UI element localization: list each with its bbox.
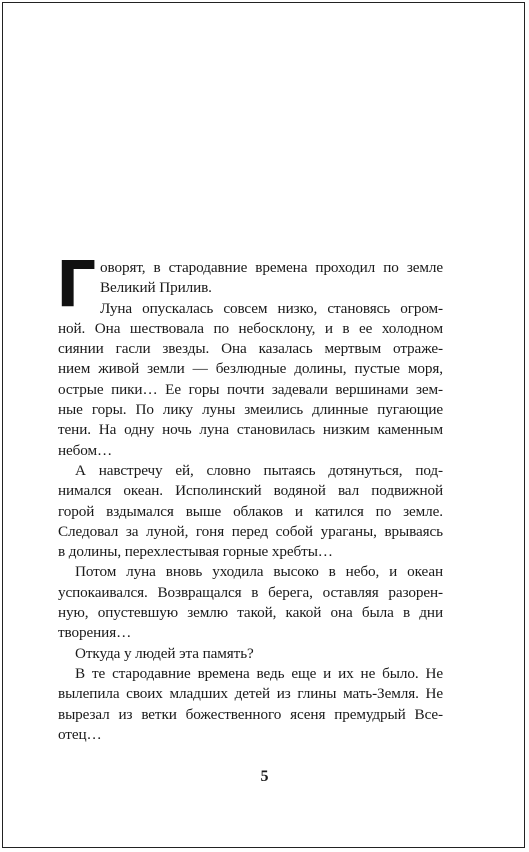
drop-cap: Г: [56, 248, 97, 321]
text-line: Великий Прилив.: [100, 279, 212, 297]
text-line: острые пики… Ее горы почти задевали вершинами зем-: [58, 380, 443, 398]
page-number: 5: [260, 768, 269, 785]
text-line: ные горы. По лику луны змеились длинные пугающие: [58, 401, 443, 419]
text-line: творения…: [58, 624, 132, 642]
text-line: вылепила своих младших детей из глины мать-Земля. Не: [58, 685, 443, 703]
body-text: [56, 248, 443, 745]
text-line: Луна опускалась совсем низко, становясь огром-: [100, 299, 443, 317]
text-line: в долины, перехлестывая горные хребты…: [58, 543, 333, 561]
text-line: В те стародавние времена ведь еще и их не было. Не: [75, 664, 443, 682]
text-line: нием живой земли — безлюдные долины, пустые моря,: [58, 360, 443, 378]
text-line: горой вздымался выше облаков и катился по земле.: [58, 502, 443, 520]
text-line: Следовал за луной, гоня перед собой ураганы, врываясь: [58, 522, 443, 540]
text-line: ной. Она шествовала по небосклону, и в ее холодном: [58, 319, 443, 337]
text-line: успокаивался. Возвращался в берега, оставляя разорен-: [58, 583, 443, 601]
text-line: отец…: [58, 725, 102, 743]
text-line: сиянии гасли звезды. Она казалась мертвым отраже-: [58, 340, 443, 358]
text-line: тени. На одну ночь луна становилась низким каменным: [58, 421, 443, 439]
text-line: небом…: [58, 441, 113, 459]
text-line: А навстречу ей, словно пытаясь дотянуться, под-: [75, 461, 443, 479]
text-line: вырезал из ветки божественного ясеня премудрый Все-: [58, 705, 443, 723]
text-line: Потом луна вновь уходила высоко в небо, и океан: [75, 563, 443, 581]
text-line: ную, опустевшую землю такой, какой она была в дни: [58, 604, 443, 622]
text-line: оворят, в стародавние времена проходил по земле: [100, 259, 443, 276]
text-line: Откуда у людей эта память?: [75, 644, 254, 662]
text-line: нимался океан. Исполинский водяной вал подвижной: [58, 482, 443, 500]
